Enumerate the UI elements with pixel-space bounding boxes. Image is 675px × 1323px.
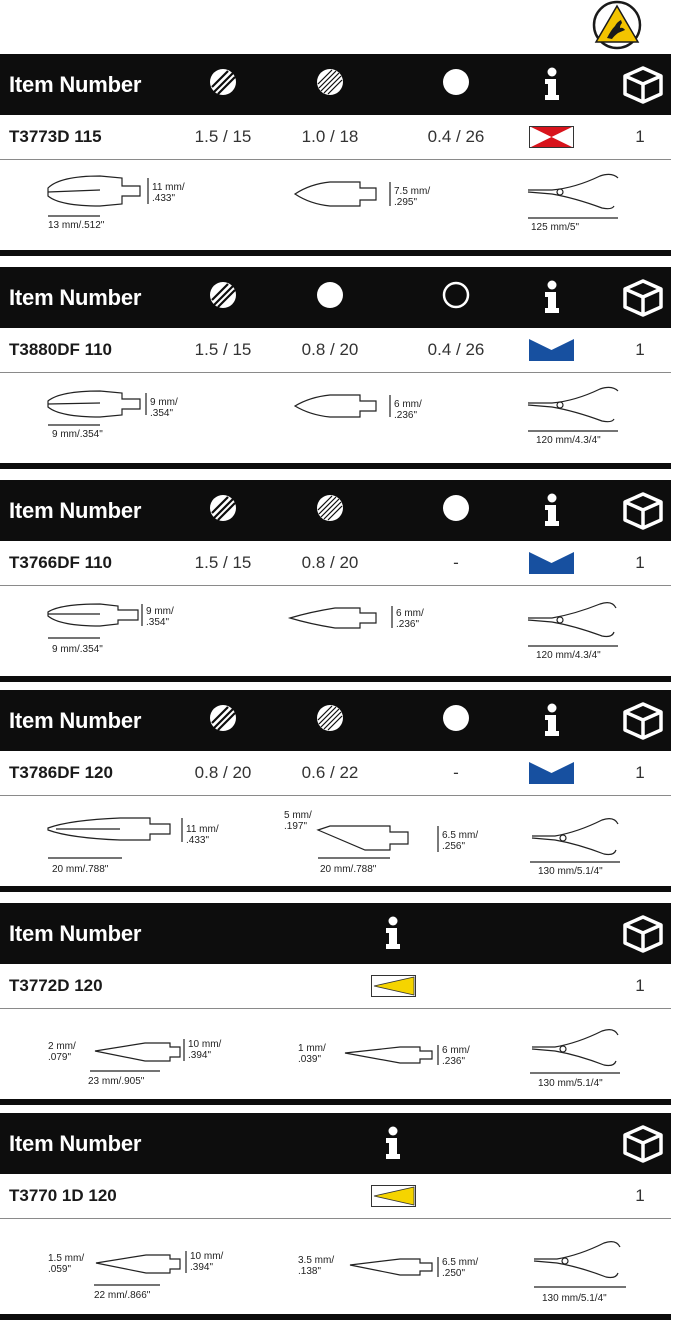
product-row <box>0 751 671 795</box>
package-box-icon <box>622 1124 664 1164</box>
product-row <box>0 1174 671 1218</box>
tip-small-label: 5 mm/ <box>284 810 312 821</box>
item-number-header: Item Number <box>9 708 142 733</box>
tip-b-height-label: 6.5 mm/ <box>442 1257 479 1268</box>
hard-wire-capacity: 1.5 / 15 <box>194 127 252 146</box>
esd-warning-icon <box>585 0 649 50</box>
cutting-type-badge <box>371 1185 416 1207</box>
medium-wire-capacity: 0.8 / 20 <box>301 553 359 572</box>
cutter-height-inch: .433" <box>152 193 176 204</box>
tool-dimension-drawings <box>0 373 671 459</box>
cutter-width-label: 9 mm/.354" <box>52 429 103 440</box>
info-icon <box>540 280 564 314</box>
soft-wire-icon <box>441 703 471 733</box>
hard-wire-capacity: 0.8 / 20 <box>194 763 252 782</box>
column-header-bar <box>0 903 671 964</box>
soft-wire-icon <box>315 280 345 310</box>
cutting-type-badge <box>529 339 574 361</box>
tip-height-label: 7.5 mm/ <box>394 186 431 197</box>
tip-profile-drawing <box>295 182 390 206</box>
column-header-bar <box>0 480 671 541</box>
tip-height-label: 6 mm/ <box>396 608 424 619</box>
item-number-header: Item Number <box>9 285 142 310</box>
section-bottom-bar <box>0 250 671 256</box>
section-bottom-bar <box>0 886 671 892</box>
column-header-bar <box>0 267 671 328</box>
soft-wire-capacity: 0.4 / 26 <box>427 127 485 146</box>
outline-wire-icon <box>441 280 471 310</box>
cutter-height-label: 9 mm/ <box>150 397 178 408</box>
info-icon <box>540 493 564 527</box>
tip-height-label: 6 mm/ <box>394 399 422 410</box>
tip-b-height-label: 6 mm/ <box>442 1045 470 1056</box>
tip-a-height-label: 10 mm/ <box>188 1039 222 1050</box>
section-bottom-bar <box>0 676 671 682</box>
package-quantity: 1 <box>635 1186 645 1205</box>
package-quantity: 1 <box>635 127 645 146</box>
cutter-height-label: 11 mm/ <box>186 824 219 835</box>
column-header-bar <box>0 690 671 751</box>
product-row <box>0 964 671 1008</box>
info-icon <box>381 916 405 950</box>
cutter-width-label: 20 mm/.788" <box>52 864 109 875</box>
tip-a-small-inch: .059" <box>48 1264 72 1275</box>
tip-a-small-inch: .079" <box>48 1052 72 1063</box>
tip-height-inch: .295" <box>394 197 418 208</box>
nose-a-drawing <box>90 1039 184 1071</box>
cutting-type-badge <box>371 975 416 997</box>
info-icon <box>381 1126 405 1160</box>
medium-wire-capacity: 1.0 / 18 <box>301 127 359 146</box>
plier-drawing <box>534 1242 626 1287</box>
tip-height-inch: .256" <box>442 841 466 852</box>
tip-a-height-inch: .394" <box>190 1262 214 1273</box>
cutting-type-badge <box>529 552 574 574</box>
package-quantity: 1 <box>635 553 645 572</box>
item-number-header: Item Number <box>9 498 142 523</box>
tip-a-width-label: 22 mm/.866" <box>94 1290 151 1301</box>
item-number: T3766DF 110 <box>9 553 113 572</box>
column-header-bar <box>0 54 671 115</box>
nose-a-drawing <box>94 1251 186 1285</box>
tip-small-inch: .197" <box>284 821 308 832</box>
cutting-type-badge <box>529 762 574 784</box>
info-icon <box>540 67 564 101</box>
soft-wire-icon <box>441 67 471 97</box>
item-number: T3772D 120 <box>9 976 103 995</box>
cutter-height-inch: .354" <box>150 408 174 419</box>
cutting-type-badge <box>529 126 574 148</box>
hard-wire-icon <box>208 67 238 97</box>
plier-drawing <box>530 1030 620 1073</box>
tool-dimension-drawings <box>0 1009 671 1095</box>
cutter-width-label: 9 mm/.354" <box>52 644 103 655</box>
soft-wire-capacity: - <box>453 763 459 782</box>
plier-length-label: 130 mm/5.1/4" <box>542 1293 607 1304</box>
item-number: T3770 1D 120 <box>9 1186 117 1205</box>
item-number: T3773D 115 <box>9 127 102 146</box>
hard-wire-icon <box>208 703 238 733</box>
item-number: T3880DF 110 <box>9 340 113 359</box>
tip-width-label: 20 mm/.788" <box>320 864 377 875</box>
plier-drawing <box>528 387 618 431</box>
tip-profile-drawing <box>290 606 392 628</box>
section-bottom-bar <box>0 1099 671 1105</box>
tip-profile-drawing <box>318 826 438 858</box>
cutter-head-drawing <box>48 818 182 858</box>
tip-height-label: 6.5 mm/ <box>442 830 479 841</box>
package-box-icon <box>622 491 664 531</box>
soft-wire-capacity: - <box>453 553 459 572</box>
plier-drawing <box>528 174 618 218</box>
product-row <box>0 541 671 585</box>
cutter-height-label: 9 mm/ <box>146 606 174 617</box>
tool-dimension-drawings <box>0 1219 671 1305</box>
nose-b-drawing <box>350 1257 438 1277</box>
plier-length-label: 130 mm/5.1/4" <box>538 866 603 877</box>
tool-dimension-drawings <box>0 586 671 672</box>
medium-wire-icon <box>315 703 345 733</box>
info-icon <box>540 703 564 737</box>
package-quantity: 1 <box>635 340 645 359</box>
tip-a-height-inch: .394" <box>188 1050 212 1061</box>
plier-length-label: 120 mm/4.3/4" <box>536 650 601 661</box>
medium-wire-icon <box>315 67 345 97</box>
soft-wire-capacity: 0.4 / 26 <box>427 340 485 359</box>
package-quantity: 1 <box>635 976 645 995</box>
cutter-head-drawing <box>48 391 146 425</box>
tip-a-small-label: 1.5 mm/ <box>48 1253 85 1264</box>
medium-wire-capacity: 0.8 / 20 <box>301 340 359 359</box>
product-row <box>0 328 671 372</box>
package-box-icon <box>622 701 664 741</box>
package-box-icon <box>622 278 664 318</box>
item-number: T3786DF 120 <box>9 763 113 782</box>
tip-b-small-inch: .138" <box>298 1266 322 1277</box>
hard-wire-icon <box>208 493 238 523</box>
product-row <box>0 115 671 159</box>
cutter-height-label: 11 mm/ <box>152 182 185 193</box>
cutter-height-inch: .433" <box>186 835 210 846</box>
tip-a-width-label: 23 mm/.905" <box>88 1076 145 1087</box>
plier-length-label: 120 mm/4.3/4" <box>536 435 601 446</box>
cutter-head-drawing <box>48 604 142 638</box>
column-header-bar <box>0 1113 671 1174</box>
tip-b-small-label: 3.5 mm/ <box>298 1255 335 1266</box>
package-box-icon <box>622 914 664 954</box>
cutter-height-inch: .354" <box>146 617 170 628</box>
section-bottom-bar <box>0 1314 671 1320</box>
hard-wire-icon <box>208 280 238 310</box>
package-box-icon <box>622 65 664 105</box>
tool-dimension-drawings <box>0 160 671 246</box>
item-number-header: Item Number <box>9 72 142 97</box>
hard-wire-capacity: 1.5 / 15 <box>194 340 252 359</box>
tip-b-small-inch: .039" <box>298 1054 322 1065</box>
tip-a-small-label: 2 mm/ <box>48 1041 76 1052</box>
tip-height-inch: .236" <box>394 410 418 421</box>
soft-wire-icon <box>441 493 471 523</box>
tip-b-height-inch: .236" <box>442 1056 466 1067</box>
item-number-header: Item Number <box>9 921 142 946</box>
tip-a-height-label: 10 mm/ <box>190 1251 224 1262</box>
tip-height-inch: .236" <box>396 619 420 630</box>
tool-dimension-drawings <box>0 796 671 882</box>
tip-profile-drawing <box>295 395 390 417</box>
hard-wire-capacity: 1.5 / 15 <box>194 553 252 572</box>
package-quantity: 1 <box>635 763 645 782</box>
cutter-head-drawing <box>48 176 148 216</box>
medium-wire-icon <box>315 493 345 523</box>
tip-b-height-inch: .250" <box>442 1268 466 1279</box>
section-bottom-bar <box>0 463 671 469</box>
plier-length-label: 130 mm/5.1/4" <box>538 1078 603 1089</box>
tip-b-small-label: 1 mm/ <box>298 1043 326 1054</box>
plier-drawing <box>528 603 618 646</box>
cutter-width-label: 13 mm/.512" <box>48 220 105 231</box>
medium-wire-capacity: 0.6 / 22 <box>301 763 359 782</box>
plier-length-label: 125 mm/5" <box>531 222 580 233</box>
plier-drawing <box>530 819 620 862</box>
nose-b-drawing <box>345 1045 438 1065</box>
item-number-header: Item Number <box>9 1131 142 1156</box>
